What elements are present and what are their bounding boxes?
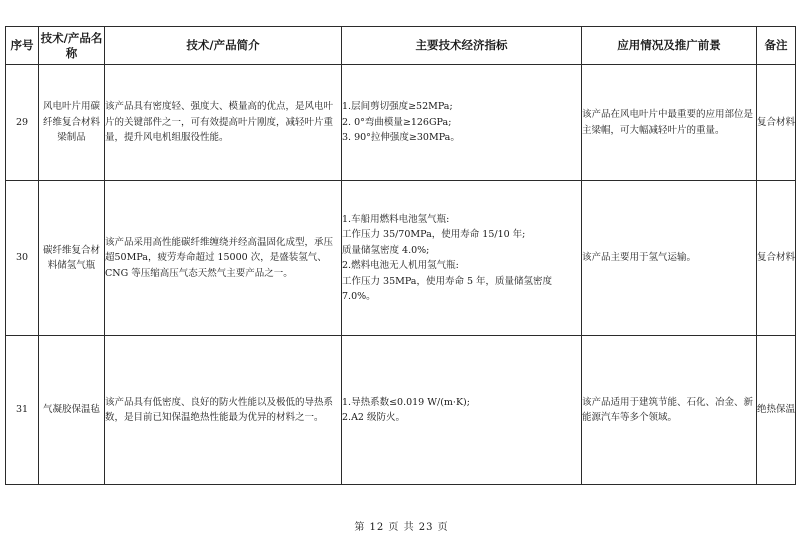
header-remark: 备注: [757, 27, 796, 65]
header-introduction: 技术/产品简介: [105, 27, 342, 65]
indicator-line: 工作压力 35MPa，使用寿命 5 年，质量储氢密度 7.0%。: [342, 275, 553, 302]
table-row: [6, 65, 796, 181]
technology-table: [5, 26, 796, 485]
row-introduction: 该产品具有密度轻、强度大、模量高的优点，是风电叶片的关键部件之一，可有效提高叶片刚度，减轻叶片重量，提升风电机组服役性能。: [105, 65, 342, 181]
indicator-line: 1.层间剪切强度≥52MPa;: [342, 101, 453, 113]
table-row: [6, 181, 796, 336]
table-row: [6, 336, 796, 485]
row-remark: 绝热保温: [757, 336, 796, 485]
row-remark: 复合材料: [757, 65, 796, 181]
row-application: 该产品主要用于氢气运输。: [582, 181, 757, 336]
row-serial: 30: [6, 181, 39, 336]
row-product-name: 碳纤维复合材料储氢气瓶: [39, 181, 105, 336]
indicator-line: 3. 90°拉伸强度≥30MPa。: [342, 132, 460, 144]
indicator-line: 工作压力 35/70MPa，使用寿命 15/10 年;: [342, 229, 526, 240]
row-remark: 复合材料: [757, 181, 796, 336]
header-indicators: 主要技术经济指标: [342, 27, 582, 65]
indicator-line: 2.燃料电池无人机用氢气瓶:: [342, 260, 459, 271]
row-introduction: 该产品采用高性能碳纤维缠绕并经高温固化成型，承压超50MPa，疲劳寿命超过 15000 次，是盛装氢气、CNG 等压缩高压气态天然气主要产品之一。: [105, 181, 342, 336]
row-serial: 29: [6, 65, 39, 181]
header-application: 应用情况及推广前景: [582, 27, 757, 65]
table-header-row: [6, 27, 796, 65]
header-product-name: 技术/产品名称: [39, 27, 105, 65]
row-application: 该产品适用于建筑节能、石化、冶金、新能源汽车等多个领域。: [582, 336, 757, 485]
indicator-line: 2. 0°弯曲模量≥126GPa;: [342, 116, 452, 128]
row-indicators: [342, 65, 582, 181]
indicator-line: 2.A2 级防火。: [342, 412, 405, 423]
page-footer: 第 12 页 共 23 页: [354, 522, 449, 533]
row-indicators: [342, 336, 582, 485]
header-serial: 序号: [6, 27, 39, 65]
indicator-line: 质量储氢密度 4.0%;: [342, 244, 430, 256]
row-serial: 31: [6, 336, 39, 485]
row-indicators: [342, 181, 582, 336]
indicator-line: 1.导热系数≤0.019 W/(m·K);: [342, 396, 470, 408]
row-application: 该产品在风电叶片中最重要的应用部位是主梁帽，可大幅减轻叶片的重量。: [582, 65, 757, 181]
row-product-name: 气凝胶保温毡: [39, 336, 105, 485]
indicator-line: 1.车船用燃料电池氢气瓶:: [342, 213, 450, 225]
row-product-name: 风电叶片用碳纤维复合材料梁制品: [39, 65, 105, 181]
row-introduction: 该产品具有低密度、良好的防火性能以及极低的导热系数，是目前已知保温绝热性能最为优异的材料之一。: [105, 336, 342, 485]
